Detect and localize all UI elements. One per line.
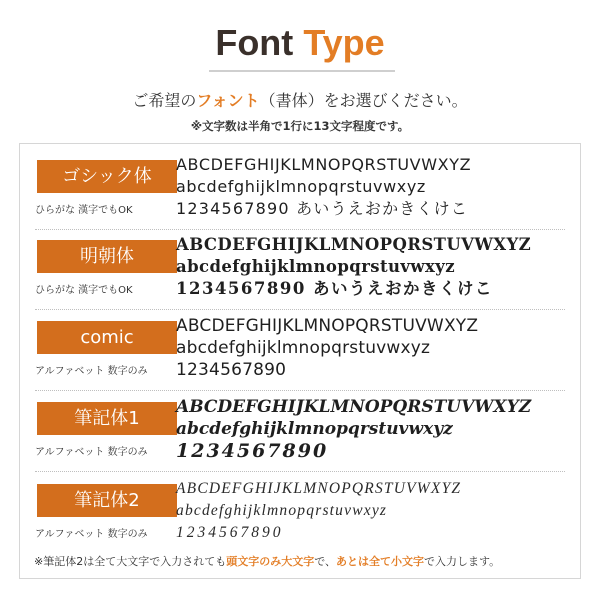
font-label-mincho[interactable]: 明朝体 bbox=[37, 240, 177, 273]
page-title bbox=[0, 22, 600, 64]
footnote-highlight-lowercase: あとは全て小文字 bbox=[336, 555, 424, 568]
font-note-mincho: ひらがな 漢字でもOK bbox=[35, 285, 133, 296]
sample-uppercase: ABCDEFGHIJKLMNOPQRSTUVWXYZ bbox=[176, 316, 479, 336]
font-label-script2[interactable]: 筆記体2 bbox=[37, 484, 177, 517]
sample-uppercase: ABCDEFGHIJKLMNOPQRSTUVWXYZ bbox=[176, 155, 472, 174]
font-row-mincho[interactable] bbox=[19, 226, 581, 306]
sample-digits: 1234567890 あいうえおかきくけこ bbox=[176, 199, 469, 218]
font-sample-comic bbox=[176, 315, 576, 381]
sample-digits: 1234567890 bbox=[176, 360, 287, 380]
sample-lowercase: abcdefghijklmnopqrstuvwxyz bbox=[176, 502, 388, 519]
font-row-script2[interactable] bbox=[19, 470, 581, 550]
subtitle-post: （書体）をお選びください。 bbox=[259, 91, 468, 110]
sample-digits: 1234567890 bbox=[176, 524, 284, 541]
sample-lowercase: abcdefghijklmnopqrstuvwxyz bbox=[176, 338, 431, 358]
font-label-comic[interactable]: comic bbox=[37, 321, 177, 354]
footnote-highlight-capital: 頭文字のみ大文字 bbox=[226, 555, 315, 568]
font-sample-mincho bbox=[176, 234, 576, 300]
font-sample-script2 bbox=[176, 478, 576, 544]
footnote-post: で入力します。 bbox=[424, 555, 501, 568]
font-row-comic[interactable] bbox=[19, 307, 581, 387]
sample-uppercase: ABCDEFGHIJKLMNOPQRSTUVWXYZ bbox=[176, 235, 532, 254]
title-word-font: Font bbox=[215, 22, 294, 63]
subtitle bbox=[0, 88, 600, 111]
font-sample-script1 bbox=[176, 396, 576, 462]
script2-footnote bbox=[34, 553, 594, 569]
font-row-script1[interactable] bbox=[19, 388, 581, 468]
sample-lowercase: abcdefghijklmnopqrstuvwxyz bbox=[176, 257, 456, 276]
sample-uppercase: ABCDEFGHIJKLMNOPQRSTUVWXYZ bbox=[176, 480, 462, 497]
sample-lowercase: abcdefghijklmnopqrstuvwxyz bbox=[176, 419, 453, 439]
font-note-comic: アルファベット 数字のみ bbox=[35, 366, 148, 377]
footnote-mid: で、 bbox=[314, 555, 336, 568]
font-label-script1[interactable]: 筆記体1 bbox=[37, 402, 177, 435]
character-count-note: ※文字数は半角で1行に13文字程度です。 bbox=[190, 119, 410, 133]
font-sample-gothic bbox=[176, 154, 576, 220]
font-note-script1: アルファベット 数字のみ bbox=[35, 447, 148, 458]
sample-lowercase: abcdefghijklmnopqrstuvwxyz bbox=[176, 177, 426, 196]
title-underline bbox=[209, 70, 395, 72]
subtitle-highlight: フォント bbox=[196, 91, 260, 110]
font-note-script2: アルファベット 数字のみ bbox=[35, 529, 148, 540]
footnote-pre: ※筆記体2は全て大文字で入力されても bbox=[34, 555, 227, 568]
sample-digits: 1234567890 あいうえおかきくけこ bbox=[176, 279, 494, 298]
title-word-type: Type bbox=[303, 22, 385, 63]
font-label-gothic[interactable]: ゴシック体 bbox=[37, 160, 177, 193]
font-note-gothic: ひらがな 漢字でもOK bbox=[35, 205, 133, 216]
subtitle-pre: ご希望の bbox=[132, 91, 197, 110]
sample-uppercase: ABCDEFGHIJKLMNOPQRSTUVWXYZ bbox=[176, 397, 532, 417]
font-row-gothic[interactable] bbox=[19, 146, 581, 226]
sample-digits: 1234567890 bbox=[176, 440, 329, 462]
